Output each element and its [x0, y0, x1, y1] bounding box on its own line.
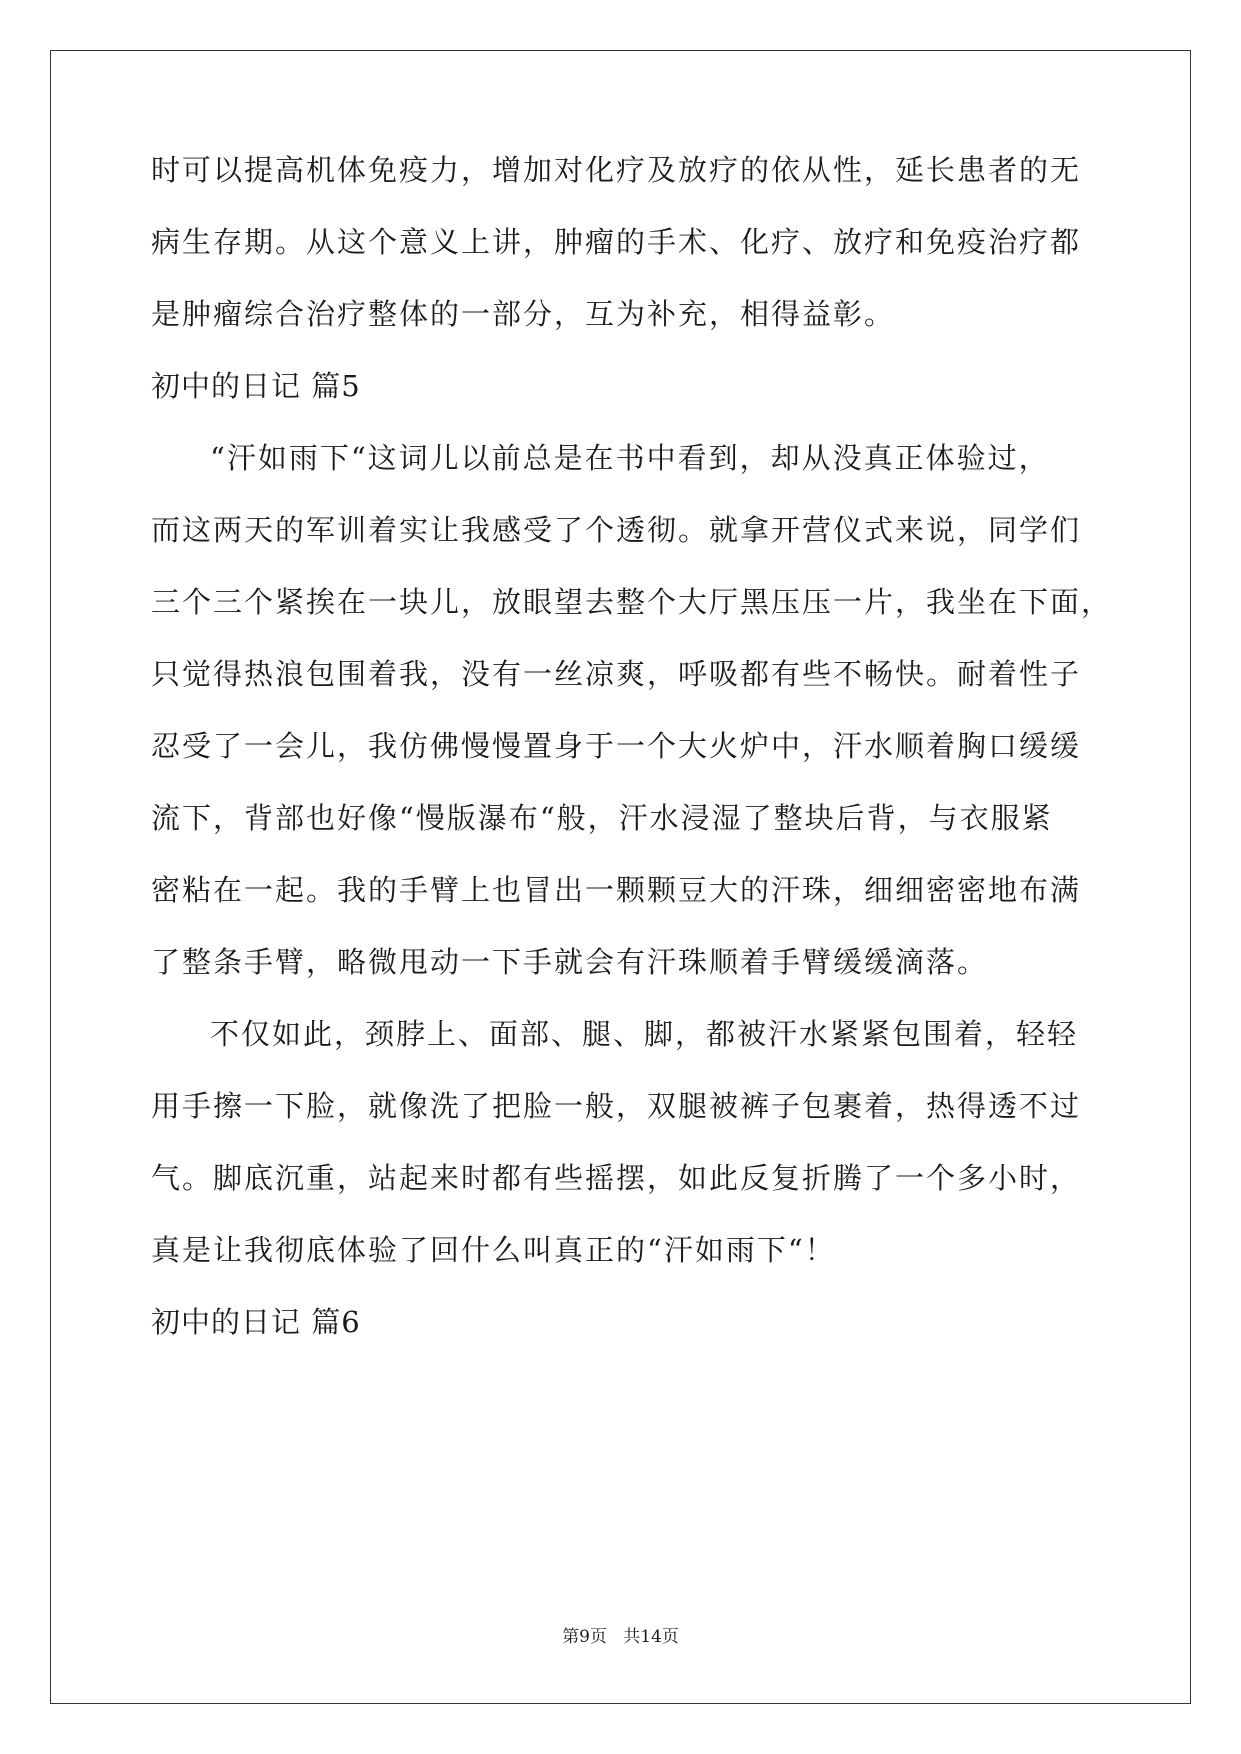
section-heading: 初中的日记 篇5 — [151, 369, 361, 403]
text-line: 时可以提高机体免疫力，增加对化疗及放疗的依从性，延长患者的无 — [151, 153, 1082, 187]
paragraph-first-line: “汗如雨下“这词儿以前总是在书中看到，却从没真正体验过， — [210, 441, 1050, 475]
text-line: 只觉得热浪包围着我，没有一丝凉爽，呼吸都有些不畅快。耐着性子 — [151, 657, 1082, 691]
text-line: 了整条手臂，略微甩动一下手就会有汗珠顺着手臂缓缓滴落。 — [151, 945, 989, 979]
page-total: 共14页 — [623, 1627, 679, 1647]
text-line: 病生存期。从这个意义上讲，肿瘤的手术、化疗、放疗和免疫治疗都 — [151, 225, 1082, 259]
paragraph-first-line: 不仅如此，颈脖上、面部、腿、脚，都被汗水紧紧包围着，轻轻 — [210, 1017, 1079, 1051]
footer-spacer — [607, 1627, 623, 1647]
text-line: 三个三个紧挨在一块儿，放眼望去整个大厅黑压压一片，我坐在下面， — [151, 585, 1113, 619]
page-number: 第9页 — [562, 1627, 607, 1647]
page-footer — [0, 1626, 1241, 1648]
text-line: 用手擦一下脸，就像洗了把脸一般，双腿被裤子包裹着，热得透不过 — [151, 1089, 1082, 1123]
text-line: 是肿瘤综合治疗整体的一部分，互为补充，相得益彰。 — [151, 297, 896, 331]
section-heading: 初中的日记 篇6 — [151, 1305, 361, 1339]
text-line: 忍受了一会儿，我仿佛慢慢置身于一个大火炉中，汗水顺着胸口缓缓 — [151, 729, 1082, 763]
text-line: 真是让我彻底体验了回什么叫真正的“汗如雨下“！ — [151, 1233, 836, 1267]
text-line: 而这两天的军训着实让我感受了个透彻。就拿开营仪式来说，同学们 — [151, 513, 1082, 547]
text-line: 流下，背部也好像“慢版瀑布“般，汗水浸湿了整块后背，与衣服紧 — [151, 801, 1053, 835]
text-line: 气。脚底沉重，站起来时都有些摇摆，如此反复折腾了一个多小时， — [151, 1161, 1082, 1195]
text-line: 密粘在一起。我的手臂上也冒出一颗颗豆大的汗珠，细细密密地布满 — [151, 873, 1082, 907]
